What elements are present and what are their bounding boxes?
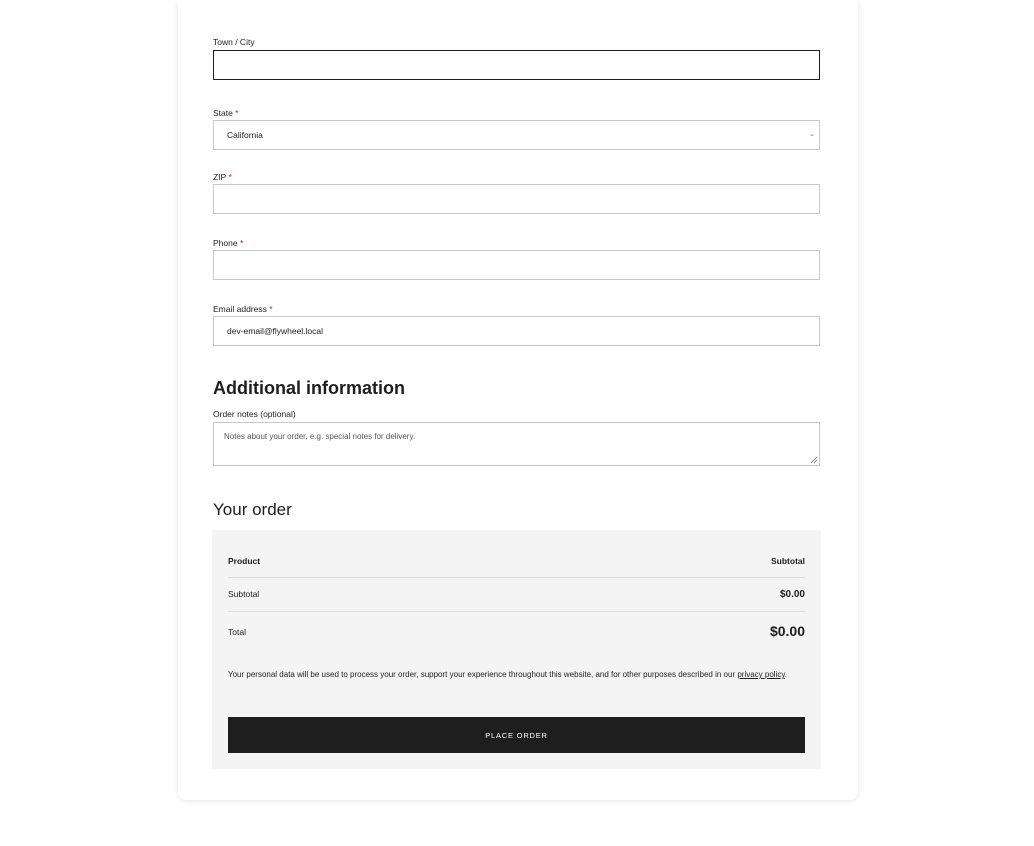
town-input[interactable]	[213, 50, 820, 80]
email-input[interactable]: dev-email@flywheel.local	[213, 316, 820, 346]
additional-info-heading: Additional information	[213, 378, 405, 398]
required-mark: *	[228, 172, 232, 182]
subtotal-column-header: Subtotal	[771, 556, 805, 566]
subtotal-row	[228, 589, 805, 599]
order-review-table	[212, 530, 821, 769]
divider	[228, 611, 805, 612]
email-label: Email address *	[213, 304, 273, 314]
order-notes-label: Order notes (optional)	[213, 409, 296, 419]
required-mark: *	[269, 304, 273, 314]
phone-input[interactable]	[213, 250, 820, 280]
subtotal-value: $0.00	[779, 589, 805, 600]
zip-label: ZIP *	[213, 172, 232, 182]
resize-handle-icon[interactable]	[810, 456, 818, 464]
privacy-policy-link[interactable]: privacy policy	[737, 670, 785, 679]
subtotal-label: Subtotal	[228, 589, 260, 599]
chevron-down-icon: ⌄	[809, 131, 815, 138]
total-value: $0.00	[769, 623, 805, 639]
phone-label: Phone *	[213, 238, 244, 248]
state-label: State *	[213, 108, 239, 118]
table-header-row	[228, 556, 805, 566]
total-label: Total	[228, 627, 246, 637]
order-notes-placeholder: Notes about your order, e.g. special notes for delivery.	[224, 432, 416, 441]
state-select[interactable]	[213, 120, 820, 150]
zip-input[interactable]	[213, 184, 820, 214]
place-order-button[interactable]: PLACE ORDER	[228, 717, 805, 753]
state-select-value: California	[227, 130, 263, 140]
order-notes-textarea[interactable]	[213, 422, 820, 466]
town-label: Town / City	[213, 37, 255, 47]
privacy-notice: Your personal data will be used to process your order, support your experience throughout this website, and for other purposes described in our privacy policy.	[228, 670, 787, 679]
required-mark: *	[235, 108, 239, 118]
product-column-header: Product	[228, 556, 261, 566]
required-mark: *	[239, 238, 244, 248]
your-order-heading: Your order	[213, 500, 292, 519]
divider	[228, 577, 805, 578]
